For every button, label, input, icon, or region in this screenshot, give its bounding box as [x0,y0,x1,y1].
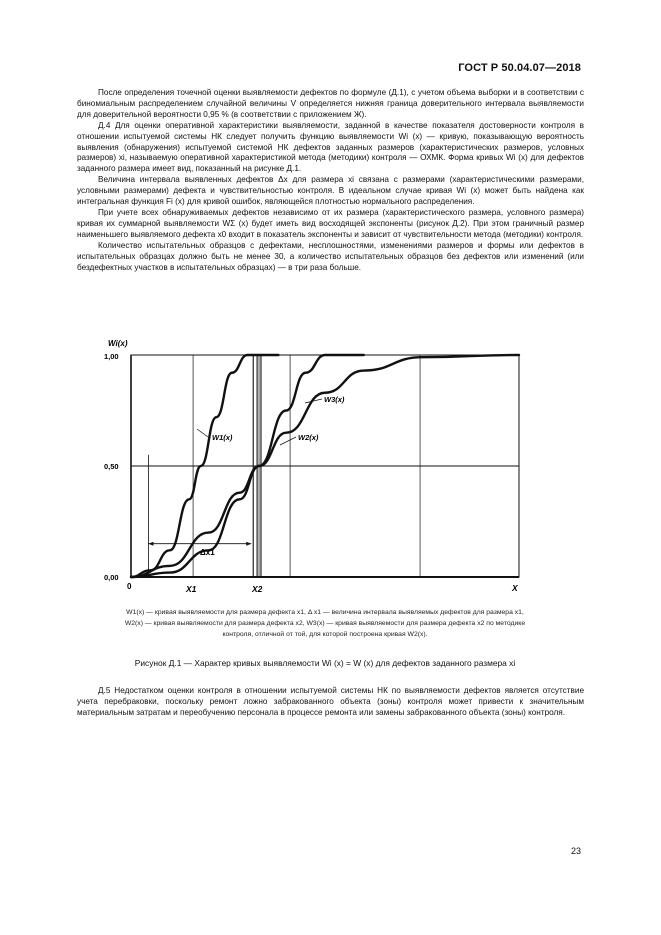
paragraph-d5: Д.5 Недостатком оценки контроля в отношении испытуемой системы НК по выявляемости дефектов является отсутствие учета перебраковки, поскольку ремонт ложно забракованного объекта (зоны) контроля может привести к значительным материальным затратам и переобучению персонала в процессе ремонта или замены забракованного объекта (зоны) контроля. [77,686,584,717]
w2-leader [280,437,296,445]
arrow-head-left [148,542,153,546]
note-line-2: W2(x) — кривая выявляемости для размера дефекта x2, W3(x) — кривая выявляемости для размера дефекта x2 по методике [124,620,526,628]
note-line-1: W1(x) — кривая выявляемости для размера дефекта x1, Δ x1 — величина интервала выявляемых дефектов для размера x1, [126,609,524,616]
y-axis-label: Wi(x) [108,339,128,348]
paragraph-2: Д.4 Для оценки оперативной характеристики выявляемости, заданной в качестве показателя достоверности контроля в отношении испытуемой системы НК следует получить функцию выявляемости Wi (x) — кривую, показывающую вероятность выявления (обнаружения) испытуемой системой НК дефектов заданных размеров (характеристических размеров, условных размеров) xi, называемую оперативной характеристикой метода (методики) контроля — ОХМК. Форма кривых Wi (x) для дефектов заданного размера имеет вид, показанный на рисунке Д.1. [77,120,584,174]
figure-caption: Рисунок Д.1 — Характер кривых выявляемости Wi (x) = W (x) для дефектов заданного размера xi [134,658,516,668]
figure-d1 [100,333,530,595]
delta-x1-label: Δx1 [200,548,215,557]
x-axis-label: X [512,583,518,593]
arrow-head-right [246,542,251,546]
paragraph-5: Количество испытательных образцов с дефектами, несплошностями, изменениями размеров и формы или дефектов в испытательных образцах должно быть не менее 30, а количество испытательных образцов без дефектов или изменений (или бездефектных участков в испытательных образцах) — в три раза больше. [77,240,584,272]
note-line-3: контроля, отличной от той, для которой построена кривая W2(x). [222,631,428,639]
chart-grid [131,355,519,577]
origin-label: 0 [127,582,132,591]
page-number: 23 [570,846,581,856]
figure-legend-note [60,607,590,641]
y-tick-0: 0,00 [104,573,119,582]
y-tick-1: 1,00 [104,352,119,361]
y-tick-05: 0,50 [104,462,119,471]
w1-label: W1(x) [212,433,233,442]
paragraph-1: После определения точечной оценки выявляемости дефектов по формуле (Д.1), с учетом объема выборки и в соответствии с биномиальным распределением случайной величины V определяется нижняя граница доверительного интервала выявляемости для доверительной вероятности 0,95 % (в соответствии с приложением Ж). [77,88,584,119]
w1-leader [197,429,208,437]
w3-label: W3(x) [324,395,345,404]
paragraph-3: Величина интервала выявленных дефектов Δx для размера xi связана с размерами (характеристическими размерами, условными размерами) дефекта и чувствительностью контроля. В идеальном случае кривая Wi (x) может быть найдена как интегральная функция Fi (x) для кривой ошибок, являющейся плотностью нормального распределения. [77,175,584,207]
section-d5 [77,686,584,719]
w2-label: W2(x) [298,433,319,442]
x2-label: X2 [252,584,263,594]
x1-label: X1 [186,584,197,594]
body-text [77,88,584,273]
detectability-chart [100,333,530,595]
paragraph-4: При учете всех обнаруживаемых дефектов независимо от их размера (характеристического размера, условного размера) кривая их суммарной выявляемости WΣ (x) будет иметь вид восходящей экспоненты (рисунок Д.2). При этом граничный размер наименьшего выявляемого дефекта x0 входит в показатель экспоненты и зависит от чувствительности метода (методики) контроля. [77,207,584,239]
document-header: ГОСТ Р 50.04.07—2018 [458,62,581,74]
